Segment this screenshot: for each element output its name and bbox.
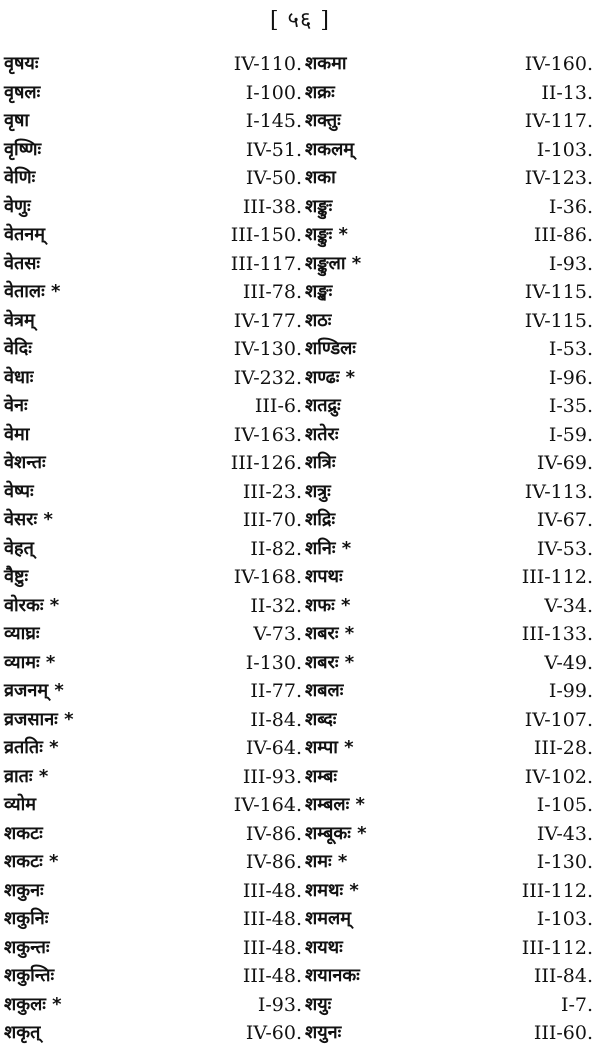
headword: शम्पा * xyxy=(305,737,354,758)
reference: III-70. xyxy=(242,509,302,531)
reference: III-84. xyxy=(533,965,593,987)
headword: शका xyxy=(305,167,336,188)
index-entry xyxy=(305,991,600,1020)
headword: वोरकः * xyxy=(4,594,60,616)
index-entry xyxy=(4,364,302,393)
index-entry xyxy=(4,791,302,820)
index-entry xyxy=(305,592,600,621)
headword: शत्रुः xyxy=(305,480,331,502)
headword: शक्तुः xyxy=(305,110,341,131)
index-entry xyxy=(305,649,600,678)
index-entry xyxy=(4,1019,302,1048)
reference: III-48. xyxy=(242,879,302,902)
headword: व्योम xyxy=(4,794,37,815)
headword: शमः * xyxy=(305,851,348,872)
headword: वेतसः xyxy=(4,252,41,274)
index-entry xyxy=(305,307,600,336)
index-entry xyxy=(305,392,600,421)
page-number: [ ५६ ] xyxy=(269,8,331,33)
headword: शमलम् xyxy=(305,908,351,929)
reference: I-7. xyxy=(560,993,593,1016)
index-entry xyxy=(305,820,600,849)
reference: I-93. xyxy=(257,993,302,1016)
index-entry xyxy=(305,164,600,193)
reference: V-34. xyxy=(544,594,593,617)
reference: IV-60. xyxy=(245,1022,302,1044)
reference: I-36. xyxy=(548,195,593,218)
reference: II-84. xyxy=(250,708,302,731)
reference: V-73. xyxy=(253,623,302,645)
headword: शतद्रुः xyxy=(305,395,341,416)
headword: शफः * xyxy=(305,594,351,616)
reference: III-112. xyxy=(521,879,593,902)
headword: शयानकः xyxy=(305,965,360,986)
reference: IV-50. xyxy=(245,167,302,189)
reference: IV-107. xyxy=(524,708,593,731)
headword: वेनः xyxy=(4,395,28,416)
headword: शकलम् xyxy=(305,138,355,160)
index-entry xyxy=(305,763,600,792)
headword: शकटः xyxy=(4,822,43,844)
index-entry xyxy=(4,250,302,279)
reference: I-99. xyxy=(548,680,593,702)
headword: शङ्कुः * xyxy=(305,224,348,245)
index-entry xyxy=(305,50,600,79)
headword: वेष्पः xyxy=(4,480,34,502)
headword: शमथः * xyxy=(305,879,359,901)
index-entry xyxy=(4,620,302,649)
headword: वेमा xyxy=(4,423,30,445)
reference: V-49. xyxy=(544,651,593,674)
headword: शत्रिः xyxy=(305,452,336,473)
reference: III-150. xyxy=(230,224,302,246)
headword: शङ्खः xyxy=(305,281,333,302)
index-entry xyxy=(305,934,600,963)
reference: III-112. xyxy=(521,936,593,959)
index-entry xyxy=(305,706,600,735)
reference: IV-110. xyxy=(233,53,302,75)
index-entry xyxy=(305,421,600,450)
index-entry xyxy=(4,79,302,108)
headword: वृषा xyxy=(4,110,30,131)
reference: IV-117. xyxy=(524,110,593,132)
headword: शकुनिः xyxy=(4,908,49,929)
index-entry xyxy=(305,848,600,877)
headword: वृष्णिः xyxy=(4,138,42,160)
headword: शबरः * xyxy=(305,651,355,673)
headword: वेहत् xyxy=(4,537,34,559)
index-entry xyxy=(4,221,302,250)
headword: शपथः xyxy=(305,566,343,587)
headword: वेसरः * xyxy=(4,509,53,530)
reference: IV-160. xyxy=(524,53,593,75)
index-entry xyxy=(4,107,302,136)
headword: व्रजसानः * xyxy=(4,708,74,730)
reference: IV-164. xyxy=(233,794,302,816)
reference: I-35. xyxy=(548,395,593,417)
reference: II-32. xyxy=(250,594,302,617)
index-entry xyxy=(305,79,600,108)
index-entry xyxy=(4,307,302,336)
reference: III-78. xyxy=(242,281,302,303)
reference: II-13. xyxy=(541,81,593,104)
index-entry xyxy=(4,848,302,877)
index-entry xyxy=(4,962,302,991)
reference: II-82. xyxy=(250,537,302,560)
headword: शबरः * xyxy=(305,623,355,644)
index-entry xyxy=(305,364,600,393)
headword: वेतालः * xyxy=(4,281,61,302)
right-column xyxy=(305,50,600,1048)
reference: IV-43. xyxy=(536,822,593,845)
reference: II-77. xyxy=(250,680,302,702)
index-entry xyxy=(4,706,302,735)
reference: III-48. xyxy=(242,965,302,987)
reference: IV-115. xyxy=(524,281,593,303)
headword: शकुन्तः xyxy=(4,936,50,958)
reference: III-38. xyxy=(242,195,302,218)
reference: IV-102. xyxy=(524,765,593,788)
index-entry xyxy=(4,649,302,678)
index-entry xyxy=(4,877,302,906)
headword: शकमा xyxy=(305,53,347,74)
reference: I-145. xyxy=(245,110,302,132)
index-entry xyxy=(4,934,302,963)
reference: IV-168. xyxy=(233,566,302,588)
headword: शठः xyxy=(305,309,332,331)
reference: III-28. xyxy=(533,737,593,759)
headword: वेशन्तः xyxy=(4,452,46,473)
reference: III-48. xyxy=(242,936,302,959)
headword: शतेरः xyxy=(305,423,339,445)
headword: शब्दः xyxy=(305,708,337,730)
reference: IV-123. xyxy=(524,167,593,189)
reference: I-105. xyxy=(536,794,593,816)
headword: व्यामः * xyxy=(4,651,56,673)
reference: IV-163. xyxy=(233,423,302,446)
index-entry xyxy=(4,677,302,706)
index-entry xyxy=(305,478,600,507)
reference: I-103. xyxy=(536,138,593,161)
index-entry xyxy=(4,506,302,535)
index-entry xyxy=(305,535,600,564)
headword: शद्रिः xyxy=(305,509,336,530)
index-entry xyxy=(305,506,600,535)
index-entry xyxy=(4,136,302,165)
headword: शम्बूकः * xyxy=(305,822,367,844)
headword: वेत्रम् xyxy=(4,309,35,331)
reference: I-53. xyxy=(548,338,593,360)
reference: IV-232. xyxy=(233,366,302,389)
reference: I-130. xyxy=(536,851,593,873)
reference: IV-86. xyxy=(245,851,302,873)
headword: शम्बः xyxy=(305,765,338,787)
headword: शकुनः xyxy=(4,879,44,901)
headword: शयुः xyxy=(305,993,332,1015)
headword: वृषयः xyxy=(4,53,39,74)
headword: व्याघ्रः xyxy=(4,623,40,644)
headword: वेणिः xyxy=(4,167,36,188)
reference: IV-53. xyxy=(536,537,593,560)
reference: IV-67. xyxy=(536,509,593,531)
index-entry xyxy=(305,107,600,136)
reference: III-60. xyxy=(533,1022,593,1044)
headword: शकृत् xyxy=(4,1022,41,1043)
headword: शकटः * xyxy=(4,851,59,872)
reference: I-59. xyxy=(548,423,593,446)
left-column xyxy=(4,50,302,1048)
headword: व्रातः * xyxy=(4,765,49,787)
headword: शम्बलः * xyxy=(305,794,365,815)
index-entry xyxy=(305,193,600,222)
index-entry xyxy=(305,563,600,592)
reference: III-86. xyxy=(533,224,593,246)
index-entry xyxy=(305,335,600,364)
index-entry xyxy=(305,449,600,478)
reference: III-126. xyxy=(230,452,302,474)
index-entry xyxy=(305,221,600,250)
index-entry xyxy=(4,392,302,421)
index-entry xyxy=(4,421,302,450)
index-entry xyxy=(305,136,600,165)
reference: IV-115. xyxy=(524,309,593,332)
headword: शकुलः * xyxy=(4,993,62,1015)
headword: शक्रः xyxy=(305,81,335,103)
index-entry xyxy=(305,1019,600,1048)
reference: IV-130. xyxy=(233,338,302,360)
headword: वैष्टुः xyxy=(4,566,29,587)
headword: व्रजनम् * xyxy=(4,680,64,701)
reference: I-96. xyxy=(548,366,593,389)
headword: शयुनः xyxy=(305,1022,342,1043)
index-entry xyxy=(305,791,600,820)
headword: शयथः xyxy=(305,936,343,958)
index-entry xyxy=(305,278,600,307)
index-entry xyxy=(4,763,302,792)
reference: IV-177. xyxy=(233,309,302,332)
index-entry xyxy=(4,50,302,79)
index-entry xyxy=(305,734,600,763)
reference: I-130. xyxy=(245,651,302,674)
headword: व्रततिः * xyxy=(4,737,59,758)
reference: III-93. xyxy=(242,765,302,788)
reference: III-6. xyxy=(254,395,302,417)
reference: IV-69. xyxy=(536,452,593,474)
reference: I-100. xyxy=(245,81,302,104)
index-entry xyxy=(305,250,600,279)
reference: I-103. xyxy=(536,908,593,930)
reference: IV-64. xyxy=(245,737,302,759)
index-entry xyxy=(4,592,302,621)
headword: शण्डिलः xyxy=(305,338,356,359)
headword: शकुन्तिः xyxy=(4,965,55,986)
index-entry xyxy=(4,563,302,592)
reference: III-133. xyxy=(521,623,593,645)
headword: वेणुः xyxy=(4,195,31,217)
index-entry xyxy=(4,193,302,222)
index-entry xyxy=(305,877,600,906)
index-entry xyxy=(4,478,302,507)
headword: शङ्कुः xyxy=(305,195,333,217)
reference: III-112. xyxy=(521,566,593,588)
index-entry xyxy=(4,905,302,934)
reference: IV-86. xyxy=(245,822,302,845)
headword: शण्ढः * xyxy=(305,366,356,388)
index-entry xyxy=(4,820,302,849)
index-entry xyxy=(4,335,302,364)
reference: III-117. xyxy=(230,252,302,275)
reference: IV-113. xyxy=(524,480,593,503)
headword: शबलः xyxy=(305,680,344,701)
headword: वेधाः xyxy=(4,366,34,388)
index-entry xyxy=(4,734,302,763)
index-entry xyxy=(305,905,600,934)
headword: शङ्कुला * xyxy=(305,252,362,274)
index-entry xyxy=(4,991,302,1020)
headword: वृषलः xyxy=(4,81,41,103)
headword: वेतनम् xyxy=(4,224,46,245)
index-entry xyxy=(305,962,600,991)
reference: III-23. xyxy=(242,480,302,503)
index-entry xyxy=(305,677,600,706)
index-entry xyxy=(4,278,302,307)
headword: शनिः * xyxy=(305,537,352,559)
reference: III-48. xyxy=(242,908,302,930)
index-entry xyxy=(4,449,302,478)
index-entry xyxy=(4,164,302,193)
index-entry xyxy=(4,535,302,564)
reference: IV-51. xyxy=(245,138,302,161)
reference: I-93. xyxy=(548,252,593,275)
headword: वेदिः xyxy=(4,338,32,359)
index-entry xyxy=(305,620,600,649)
